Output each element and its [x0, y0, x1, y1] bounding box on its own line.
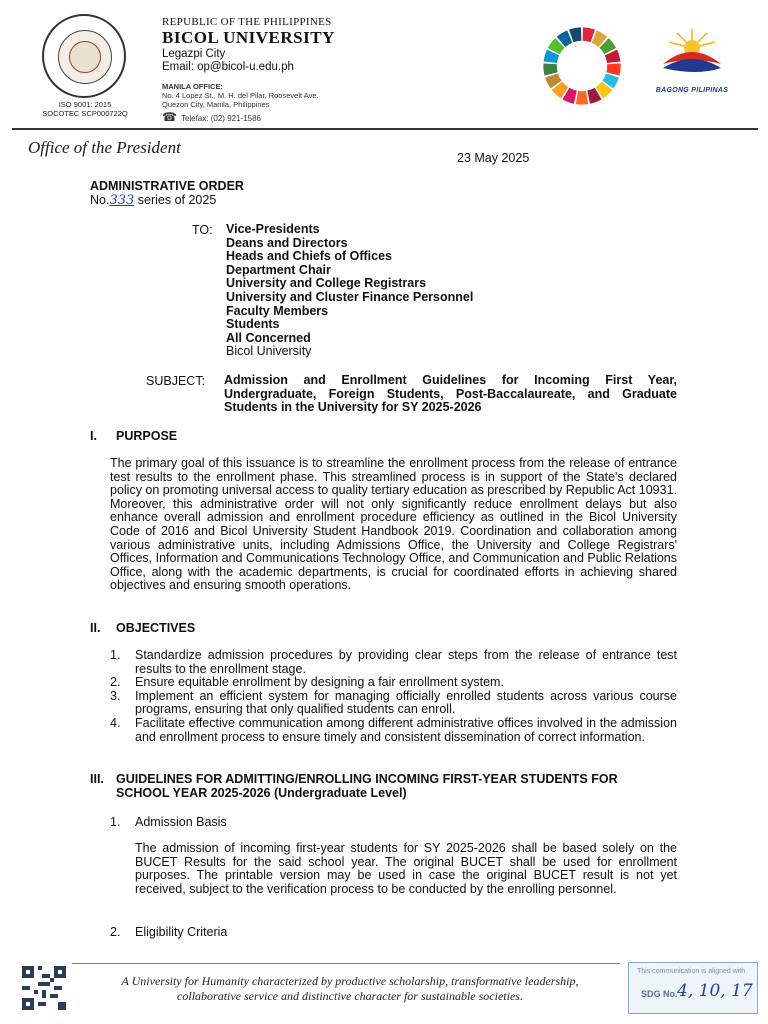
order-number [90, 193, 216, 208]
office-title: Office of the President [28, 138, 181, 157]
university-name: BICOL UNIVERSITY [162, 28, 335, 47]
sdg-wheel-segment [576, 91, 588, 105]
iso-line: ISO 9001: 2015 [58, 100, 112, 109]
objective-text: Standardize admission procedures by providing clear steps from the release of entrance test results to the enrollment stage. [135, 648, 677, 676]
recipient: Heads and Chiefs of Offices [226, 249, 393, 264]
order-number-prefix: No. [90, 193, 110, 207]
telefax [162, 110, 261, 124]
section-heading-purpose [90, 429, 177, 443]
subsection-title: Eligibility Criteria [135, 925, 228, 939]
city: Legazpi City [162, 48, 226, 60]
order-number-handwritten: 333 [109, 193, 135, 208]
objective-text: Implement an efficient system for managing officially enrolled students across various course programs, ensuring that only qualified students can enroll. [135, 688, 677, 717]
section-heading-guidelines [90, 772, 618, 786]
manila-address [162, 91, 319, 109]
motto-line: A University for Humanity characterized by productive scholarship, transformative leadership, [121, 974, 579, 988]
section-number: II. [90, 621, 101, 635]
subject-label: SUBJECT: [146, 374, 206, 388]
header-divider [12, 128, 758, 130]
document-date: 23 May 2025 [457, 151, 530, 165]
subsection-eligibility [110, 925, 227, 939]
recipient-list [226, 223, 473, 359]
to-label: TO: [192, 223, 213, 237]
list-item: 3. Implement an efficient system for managing officially enrolled students across various course programs, ensuring that only qualified students can enroll. [110, 688, 677, 717]
sdg-wheel-segment [606, 63, 620, 75]
bagong-pilipinas-emblem [657, 26, 727, 82]
sdg-stamp [628, 962, 758, 1014]
subsection-title: Admission Basis [135, 815, 227, 829]
subsection-admission-basis [110, 815, 227, 829]
telefax-text: Telefax: (02) 921-1586 [180, 114, 262, 123]
iso-cert-line: SOCOTEC SCP000722Q [42, 109, 128, 118]
address-line: Quezon City, Manila, Philippines [162, 100, 270, 109]
admission-basis-paragraph: The admission of incoming first-year students for SY 2025-2026 shall be based solely on the BUCET Results for the said school year. The original BUCET shall be used for enrollment purposes. The printable version may be used in case the original BUCET result is not yet received, subject to the verification process to be conducted by the enrolling personnel. [135, 841, 677, 896]
address-line: No. 4 Lopez St., M. H. del Pilar, Roosevelt Ave. [162, 91, 319, 100]
university-seal [42, 14, 126, 98]
order-title: ADMINISTRATIVE ORDER [90, 179, 244, 193]
recipient: Faculty Members [226, 303, 329, 318]
qr-code [22, 966, 66, 1010]
section-number: III. [90, 772, 104, 786]
seal-emblem [69, 41, 101, 73]
objective-text: Ensure equitable enrollment by designing a fair enrollment system. [135, 675, 504, 690]
section-title: GUIDELINES FOR ADMITTING/ENROLLING INCOMING FIRST-YEAR STUDENTS FOR [116, 772, 618, 786]
stamp-sdg-numbers: 4, 10, 17 [677, 981, 753, 1001]
recipient: Vice-Presidents [226, 222, 320, 236]
recipient: University and College Registrars [226, 276, 427, 291]
recipient: All Concerned [226, 330, 311, 345]
section-heading-guidelines-line2: SCHOOL YEAR 2025-2026 (Undergraduate Level) [116, 786, 407, 800]
list-item: 4. Facilitate effective communication among different administrative offices involved in the admission and enrollment process to ensure timely and consistent dissemination of correct information. [110, 715, 677, 744]
section-title: PURPOSE [116, 429, 178, 443]
recipient: Students [226, 317, 280, 332]
footer-divider [72, 963, 620, 964]
section-title: OBJECTIVES [116, 621, 196, 635]
objective-text: Facilitate effective communication among different administrative offices involved in the admission and enrollment process to ensure timely and consistent dissemination of correct information. [135, 715, 677, 744]
list-item: 1. Standardize admission procedures by providing clear steps from the release of entrance test results to the enrollment stage. [110, 648, 677, 676]
list-item: 2. Ensure equitable enrollment by designing a fair enrollment system. [110, 675, 504, 690]
bagong-pilipinas-logo [650, 26, 734, 94]
subsection-number: 2. [110, 925, 121, 939]
republic-label: REPUBLIC OF THE PHILIPPINES [162, 16, 332, 28]
manila-office-label: MANILA OFFICE: [162, 82, 223, 91]
recipient: Department Chair [226, 262, 331, 277]
bagong-pilipinas-text: BAGONG PILIPINAS [655, 87, 729, 94]
recipient: University and Cluster Finance Personnel [226, 289, 474, 304]
recipient-institution: Bicol University [226, 344, 312, 359]
iso-certification [30, 100, 140, 118]
email: Email: op@bicol-u.edu.ph [162, 61, 294, 73]
motto-line: collaborative service and distinctive character for sustainable societies. [177, 989, 523, 1003]
subsection-number: 1. [110, 815, 121, 829]
seal-inner [58, 30, 112, 84]
university-motto [80, 974, 620, 1004]
stamp-caption: This communication is aligned with [637, 968, 746, 975]
section-heading-objectives [90, 621, 195, 635]
recipient: Deans and Directors [226, 235, 348, 250]
phone-icon: ☎ [162, 110, 177, 124]
sdg-wheel-segment [543, 63, 557, 75]
sdg-wheel-logo [540, 24, 624, 108]
stamp-sdg-label: SDG No. [641, 989, 678, 999]
order-series: series of 2025 [134, 193, 217, 207]
objectives-list [110, 649, 677, 744]
section-number: I. [90, 429, 97, 443]
purpose-paragraph: The primary goal of this issuance is to streamline the enrollment process from the release of entrance test results to the enrollment phase. This streamlined process is in support of the State's declared policy on promoting universal access to quality tertiary education as prescribed by Republic Act 10931. Moreover, this administrative order will not only significantly reduce enrollment delays but also enhance overall admission and enrollment procedure efficiency as outlined in the Bicol University Code of 2016 and Bicol University Student Handbook 2019. Coordination and collaboration among various administrative units, including Admissions Office, the University and College Registrars' Offices, Information and Communications Technology Office, and Communication and Public Relations Office, along with the academic departments, is crucial for coordinated efforts in achieving shared objectives and ensuring smooth operations. [110, 456, 677, 593]
subject-text: Admission and Enrollment Guidelines for Incoming First Year, Undergraduate, Foreign Students, Post-Baccalaureate, and Graduate Students in the University for SY 2025-2026 [224, 373, 677, 415]
